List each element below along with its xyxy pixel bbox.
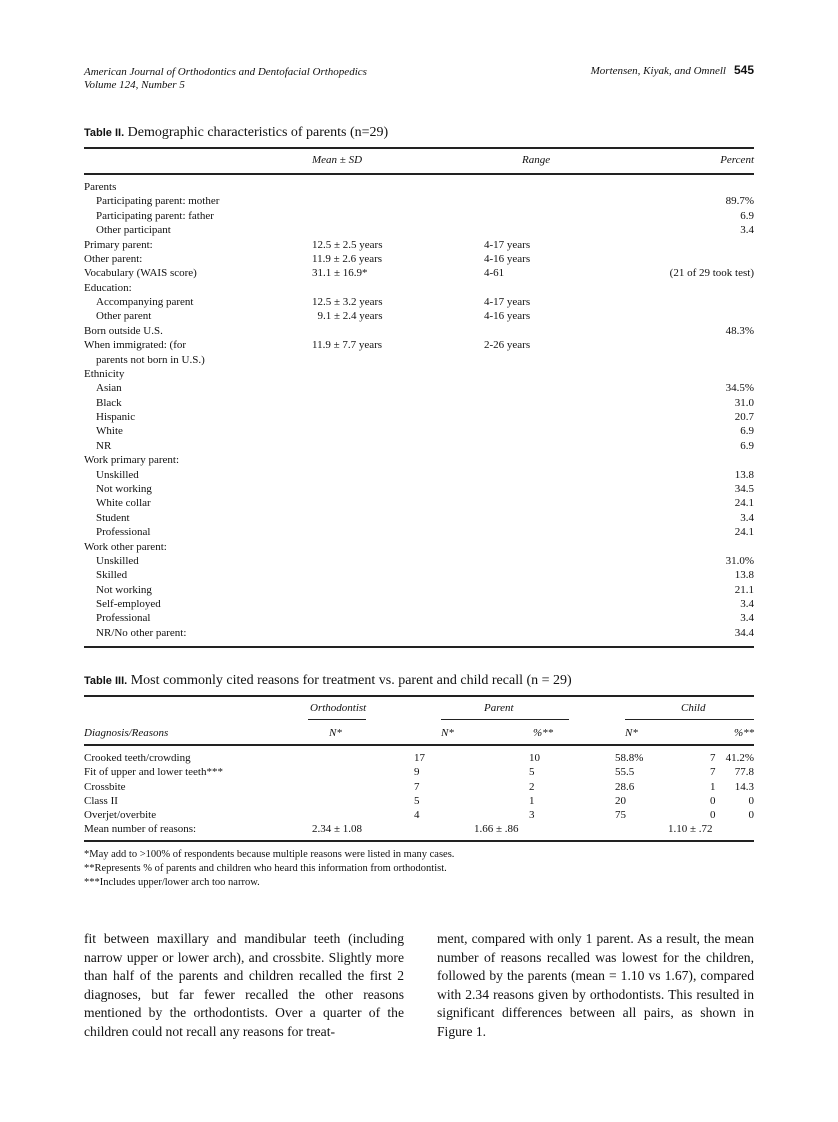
row-label: Vocabulary (WAIS score) (84, 267, 197, 280)
mean-parent: 1.66 ± .86 (474, 823, 519, 835)
row-label: NR (96, 439, 112, 452)
table3-row-header: Diagnosis/Reasons (84, 727, 169, 739)
range: 4-61 (484, 267, 505, 280)
row-label: When immigrated: (for (84, 339, 187, 352)
table2-top-rule (84, 147, 754, 149)
percent: 89.7% (725, 195, 754, 208)
child-n: 0 (710, 794, 716, 807)
child-pct: 77.8 (734, 766, 754, 779)
percent: 3.4 (740, 612, 754, 625)
percent: 6.9 (740, 425, 754, 438)
table2-row (84, 223, 754, 237)
table3-group-parent: Parent (484, 702, 514, 714)
row-label: Skilled (96, 569, 128, 582)
running-header-left (84, 66, 367, 92)
authors: Mortensen, Kiyak, and Omnell (590, 65, 726, 77)
mean-sd: 11.9 ± 7.7 years (312, 339, 383, 352)
child-pct: 41.2% (725, 752, 754, 764)
table2-row (84, 353, 754, 367)
table2-row (84, 180, 754, 194)
percent: 34.5 (734, 482, 754, 495)
table2-col-range: Range (522, 154, 551, 166)
footnote-1: *May add to >100% of respondents because multiple reasons were listed in many cases. (84, 849, 455, 860)
mean-sd: 9.1 ± 2.4 years (312, 310, 383, 323)
parent-pct: 55.5 (615, 766, 635, 779)
table2-row (84, 496, 754, 510)
table3-label: Table III. (84, 675, 128, 687)
row-label: Not working (96, 583, 152, 596)
table2-row (84, 468, 754, 482)
parent-pct: 28.6 (615, 780, 635, 793)
reason: Class II (84, 794, 118, 807)
reason: Overjet/overbite (84, 809, 157, 822)
row-label: Other participant (96, 224, 171, 237)
journal-name: American Journal of Orthodontics and Dentofacial Orthopedics (84, 66, 367, 78)
table2-row (84, 238, 754, 252)
row-label: Self-employed (96, 598, 161, 611)
child-n: 7 (710, 766, 716, 779)
row-label: Primary parent: (84, 238, 153, 251)
parent-n: 3 (529, 809, 535, 822)
journal-volume: Volume 124, Number 5 (84, 79, 185, 91)
percent: 31.0 (734, 396, 754, 409)
row-label: NR/No other parent: (96, 626, 187, 639)
table2-row (84, 396, 754, 410)
row-label: Other parent: (84, 252, 143, 265)
table3-row (84, 794, 754, 808)
body-text-right-column: ment, compared with only 1 parent. As a result, the mean number of reasons recalled was lowest for the children, followed by the parents (mean = 1.10 vs 1.67), compared with 2.34 reasons given by orthodontists. This resulted in significant differences between all pairs, as shown in Figure 1. (437, 931, 754, 1039)
table3-row (84, 780, 754, 794)
table3-header-rule (84, 744, 754, 746)
percent: 31.0% (725, 554, 754, 567)
percent: 34.4 (734, 626, 754, 639)
row-label: Ethnicity (84, 367, 125, 380)
table2-title: Demographic characteristics of parents (n=29) (127, 125, 389, 140)
child-n: 1 (710, 780, 716, 793)
table2-row (84, 309, 754, 323)
table2-row (84, 540, 754, 554)
table2-row (84, 511, 754, 525)
table2-row (84, 266, 754, 280)
table2-row (84, 611, 754, 625)
range: 4-17 years (484, 296, 531, 309)
child-pct: 0 (748, 809, 754, 822)
table2-row (84, 453, 754, 467)
row-label: Accompanying parent (96, 296, 194, 309)
row-label: Other parent (96, 310, 152, 323)
table2-col-percent: Percent (720, 154, 754, 166)
table2-row (84, 338, 754, 352)
percent: 48.3% (725, 324, 754, 337)
table3-bottom-rule (84, 840, 754, 842)
ortho-n: 9 (414, 766, 420, 779)
table2-col-mean: Mean ± SD (312, 154, 363, 166)
table3-title: Most commonly cited reasons for treatment vs. parent and child recall (n = 29) (130, 673, 572, 688)
percent: 6.9 (740, 439, 754, 452)
row-label: Work primary parent: (84, 454, 180, 467)
mean-sd: 31.1 ± 16.9* (312, 267, 368, 280)
table2-row (84, 295, 754, 309)
row-label: Parents (84, 181, 117, 193)
table3-caption (84, 673, 572, 689)
table2-header-rule (84, 173, 754, 175)
child-pct: 14.3 (734, 780, 754, 793)
range: 2-26 years (484, 339, 531, 352)
ortho-n: 4 (414, 809, 420, 822)
table2-row (84, 482, 754, 496)
table3-group-orthodontist: Orthodontist (310, 702, 367, 714)
table3-row (84, 765, 754, 779)
parent-n: 5 (529, 766, 535, 779)
range: 4-16 years (484, 310, 531, 323)
percent: 21.1 (734, 583, 754, 596)
table2-row (84, 281, 754, 295)
orthodontist-underline (308, 719, 366, 720)
table2-caption (84, 125, 388, 141)
table3-sub-parent-pct: %** (533, 727, 554, 739)
percent: 13.8 (734, 569, 754, 582)
page-number: 545 (733, 63, 754, 77)
mean-ortho: 2.34 ± 1.08 (312, 823, 363, 835)
row-label: Professional (96, 612, 151, 625)
percent: 20.7 (734, 411, 754, 424)
row-label: Student (96, 511, 130, 524)
parent-n: 2 (529, 780, 535, 793)
row-label: Unskilled (96, 554, 139, 567)
parent-underline (441, 719, 569, 720)
row-label: Education: (84, 281, 132, 294)
percent: (21 of 29 took test) (669, 267, 754, 280)
table2-row (84, 583, 754, 597)
table3-sub-ortho-n: N* (329, 727, 342, 739)
table3-group-child: Child (681, 702, 706, 714)
child-pct: 0 (748, 794, 754, 807)
percent: 3.4 (740, 598, 754, 611)
footnote-3: ***Includes upper/lower arch too narrow. (84, 877, 260, 888)
row-label: Participating parent: mother (96, 195, 220, 208)
row-label: parents not born in U.S.) (96, 353, 205, 366)
child-underline (625, 719, 754, 720)
percent: 3.4 (740, 224, 754, 237)
table3-row (84, 751, 754, 765)
reason: Crooked teeth/crowding (84, 752, 191, 764)
ortho-n: 7 (414, 780, 420, 793)
table2-row (84, 554, 754, 568)
mean-sd: 12.5 ± 2.5 years (312, 238, 383, 251)
row-label: Professional (96, 526, 151, 539)
table2-bottom-rule (84, 646, 754, 648)
table3-top-rule (84, 695, 754, 697)
mean-row-label: Mean number of reasons: (84, 823, 197, 835)
percent: 3.4 (740, 511, 754, 524)
row-label: Born outside U.S. (84, 324, 163, 337)
range: 4-17 years (484, 238, 531, 251)
row-label: Not working (96, 482, 152, 495)
table2-row (84, 525, 754, 539)
table2-row (84, 410, 754, 424)
table2-label: Table II. (84, 127, 125, 139)
ortho-n: 5 (414, 794, 420, 807)
reason: Crossbite (84, 780, 126, 793)
table2-row (84, 568, 754, 582)
parent-pct: 75 (615, 809, 626, 822)
body-text-left-column: fit between maxillary and mandibular teeth (including narrow upper or lower arch), and crossbite. Slightly more than half of the parents and children recalled the first 2 diagnoses, but far fewer recalled the other reasons mentioned by the orthodontists. Over a quarter of the children could not recall any reasons for treat- (84, 931, 404, 1039)
percent: 24.1 (734, 497, 754, 510)
mean-sd: 12.5 ± 3.2 years (312, 296, 383, 309)
row-label: White collar (96, 497, 151, 510)
mean-sd: 11.9 ± 2.6 years (312, 252, 383, 265)
table2-row (84, 626, 754, 640)
footnote-2: **Represents % of parents and children who heard this information from orthodontist. (84, 863, 447, 874)
table2-row (84, 597, 754, 611)
row-label: White (96, 425, 123, 438)
row-label: Work other parent: (84, 540, 167, 553)
ortho-n: 17 (414, 752, 425, 764)
table3-row (84, 808, 754, 822)
reason: Fit of upper and lower teeth*** (84, 766, 223, 779)
row-label: Asian (96, 382, 122, 395)
row-label: Black (96, 396, 122, 409)
percent: 24.1 (734, 526, 754, 539)
table2-row (84, 381, 754, 395)
table2-row (84, 209, 754, 223)
percent: 34.5% (725, 382, 754, 395)
range: 4-16 years (484, 252, 531, 265)
table2-row (84, 367, 754, 381)
table2-row (84, 324, 754, 338)
row-label: Participating parent: father (96, 209, 214, 222)
percent: 13.8 (734, 468, 754, 481)
table2-row (84, 252, 754, 266)
parent-pct: 58.8% (615, 752, 644, 764)
child-n: 0 (710, 809, 716, 822)
child-n: 7 (710, 752, 716, 764)
parent-n: 10 (529, 752, 540, 764)
table2-row (84, 194, 754, 208)
mean-child: 1.10 ± .72 (668, 823, 713, 835)
running-header-right (591, 64, 754, 78)
percent: 6.9 (740, 209, 754, 222)
table2-row (84, 439, 754, 453)
table3-mean-row (84, 822, 754, 836)
parent-n: 1 (529, 794, 535, 807)
table2-row (84, 424, 754, 438)
table3-sub-child-n: N* (625, 727, 638, 739)
table3-sub-child-pct: %** (734, 727, 755, 739)
row-label: Hispanic (96, 411, 136, 424)
row-label: Unskilled (96, 468, 139, 481)
parent-pct: 20 (615, 794, 626, 807)
table3-sub-parent-n: N* (441, 727, 454, 739)
